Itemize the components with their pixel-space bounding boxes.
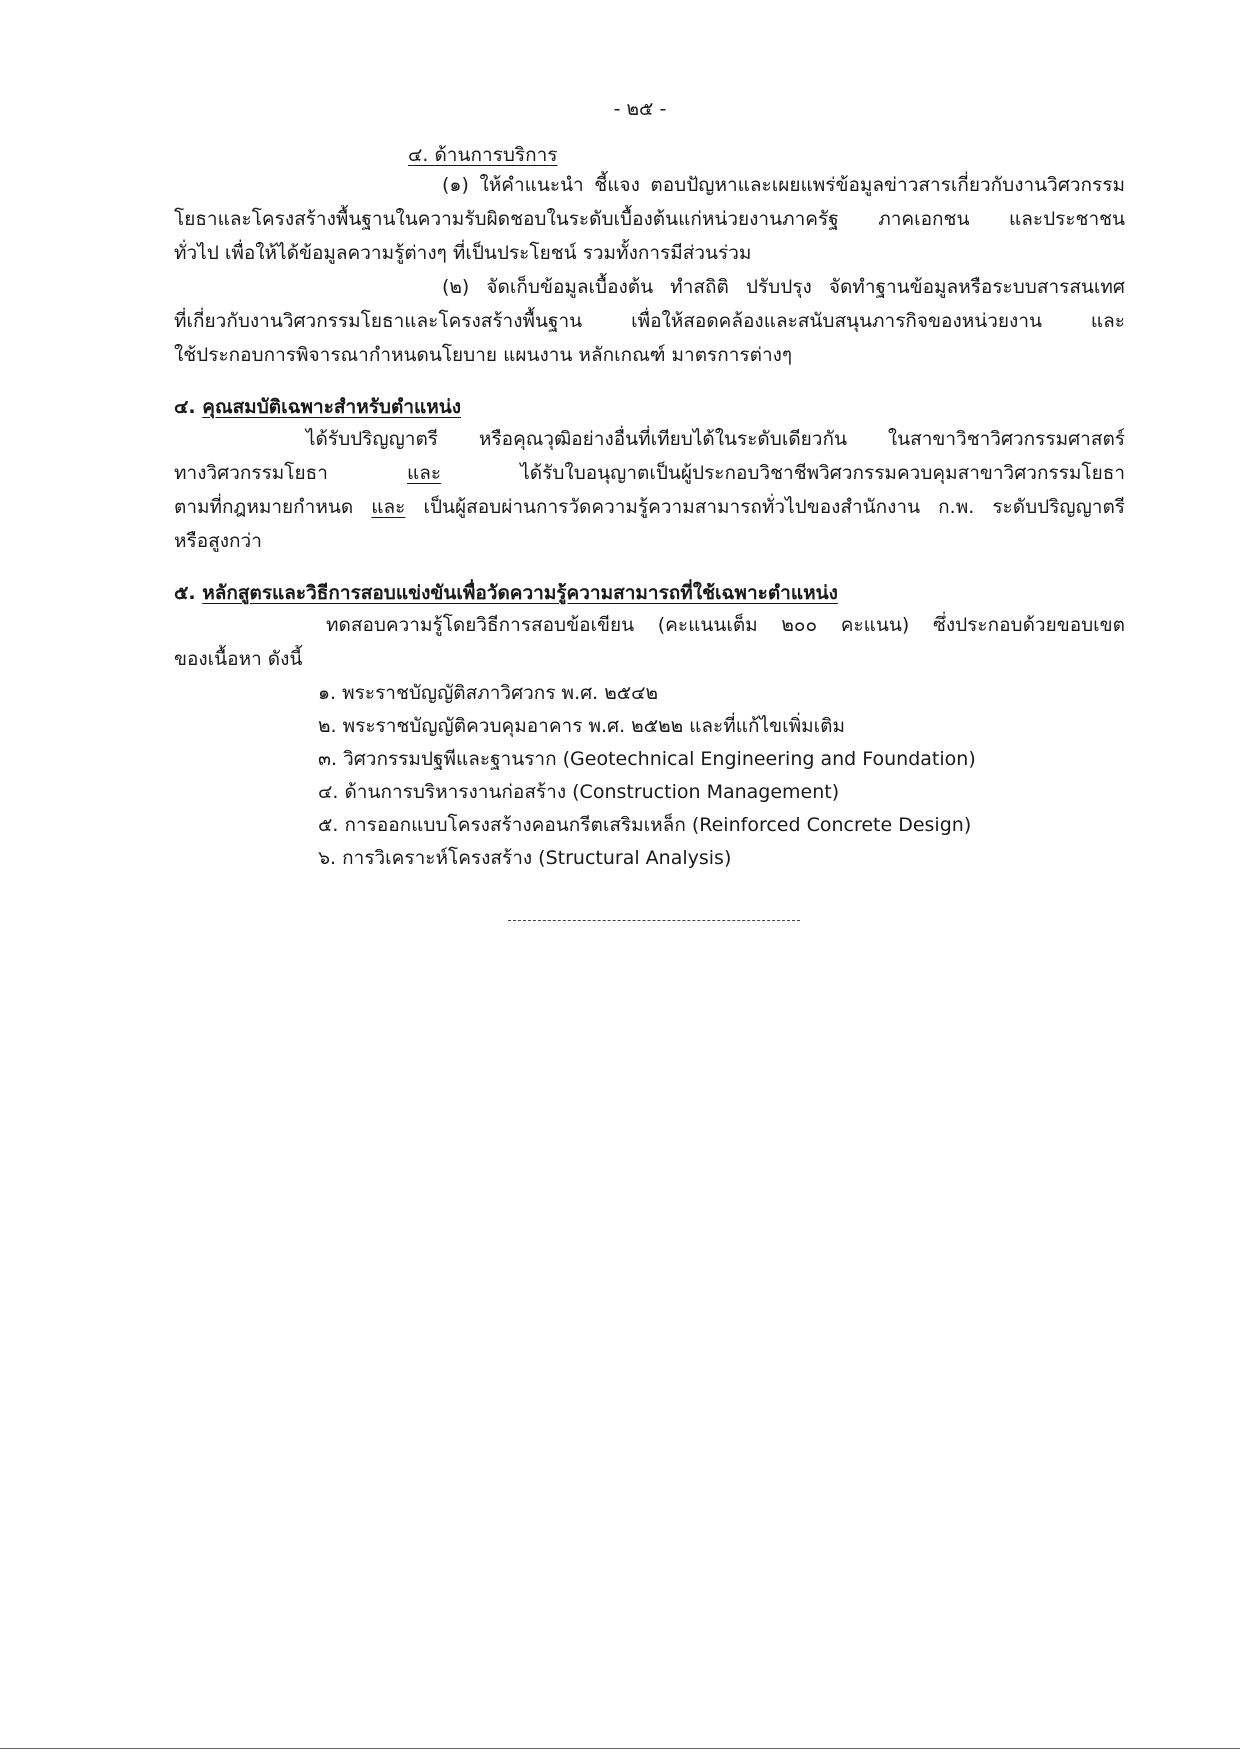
exam-intro-line1: ทดสอบความรู้โดยวิธีการสอบข้อเขียน (คะแนนเต็ม ๒๐๐ คะแนน) ซึ่งประกอบด้วยขอบเขต: [326, 614, 1125, 636]
service-item2-line3: ใช้ประกอบการพิจารณากำหนดนโยบาย แผนงาน หลักเกณฑ์ มาตรการต่างๆ: [174, 344, 793, 366]
page-number: - ๒๕ -: [613, 98, 667, 120]
qualification-line3-pre: ตามที่กฎหมายกำหนด: [174, 496, 354, 518]
qualification-line2: [174, 458, 1125, 488]
qualification-line3-post: เป็นผู้สอบผ่านการวัดความรู้ความสามารถทั่วไปของสำนักงาน ก.พ. ระดับปริญญาตรี: [423, 496, 1125, 518]
exam-intro-line2: ของเนื้อหา ดังนี้: [174, 648, 303, 670]
qualification-line2-post: ได้รับใบอนุญาตเป็นผู้ประกอบวิชาชีพวิศวกรรมควบคุมสาขาวิศวกรรมโยธา: [520, 462, 1125, 484]
exam-item-6: ๖. การวิเคราะห์โครงสร้าง (Structural Analysis): [318, 847, 732, 869]
qualification-heading: [174, 392, 461, 422]
qualification-heading-text: คุณสมบัติเฉพาะสำหรับตำแหน่ง: [202, 396, 462, 418]
exam-heading-number: ๕.: [174, 582, 196, 604]
qualification-line4: หรือสูงกว่า: [174, 530, 262, 552]
exam-item-3: ๓. วิศวกรรมปฐพีและฐานราก (Geotechnical Engineering and Foundation): [318, 748, 976, 770]
qualification-line2-pre: ทางวิศวกรรมโยธา: [174, 462, 328, 484]
qualification-heading-number: ๔.: [174, 396, 196, 418]
exam-heading: [174, 578, 838, 608]
service-item2-line2: ที่เกี่ยวกับงานวิศวกรรมโยธาและโครงสร้างพื้นฐาน เพื่อให้สอดคล้องและสนับสนุนภารกิจของหน่วยงาน และ: [174, 310, 1125, 332]
exam-heading-text: หลักสูตรและวิธีการสอบแข่งขันเพื่อวัดความรู้ความสามารถที่ใช้เฉพาะตำแหน่ง: [202, 582, 838, 604]
qualification-and-1: และ: [407, 462, 442, 484]
service-item1-line3: ทั่วไป เพื่อให้ได้ข้อมูลความรู้ต่างๆ ที่เป็นประโยชน์ รวมทั้งการมีส่วนร่วม: [174, 242, 752, 264]
qualification-and-2: และ: [371, 496, 406, 518]
qualification-line1: ได้รับปริญญาตรี หรือคุณวุฒิอย่างอื่นที่เทียบได้ในระดับเดียวกัน ในสาขาวิชาวิศวกรรมศาสตร์: [306, 428, 1125, 450]
page-bottom-border: [0, 1748, 1240, 1749]
qualification-line3: [174, 492, 1125, 522]
service-item1-line1: (๑) ให้คำแนะนำ ชี้แจง ตอบปัญหาและเผยแพร่ข้อมูลข่าวสารเกี่ยวกับงานวิศวกรรม: [442, 174, 1125, 196]
exam-item-5: ๕. การออกแบบโครงสร้างคอนกรีตเสริมเหล็ก (Reinforced Concrete Design): [318, 814, 972, 836]
exam-item-1: ๑. พระราชบัญญัติสภาวิศวกร พ.ศ. ๒๕๔๒: [318, 682, 659, 704]
exam-item-4: ๔. ด้านการบริหารงานก่อสร้าง (Construction Management): [318, 781, 840, 803]
service-heading: ๔. ด้านการบริการ: [408, 144, 558, 166]
section-end-divider: [508, 920, 800, 921]
exam-item-2: ๒. พระราชบัญญัติควบคุมอาคาร พ.ศ. ๒๕๒๒ และที่แก้ไขเพิ่มเติม: [318, 715, 845, 737]
service-item2-line1: (๒) จัดเก็บข้อมูลเบื้องต้น ทำสถิติ ปรับปรุง จัดทำฐานข้อมูลหรือระบบสารสนเทศ: [442, 276, 1125, 298]
service-item1-line2: โยธาและโครงสร้างพื้นฐานในความรับผิดชอบในระดับเบื้องต้นแก่หน่วยงานภาครัฐ ภาคเอกชน และประชาชน: [174, 208, 1125, 230]
